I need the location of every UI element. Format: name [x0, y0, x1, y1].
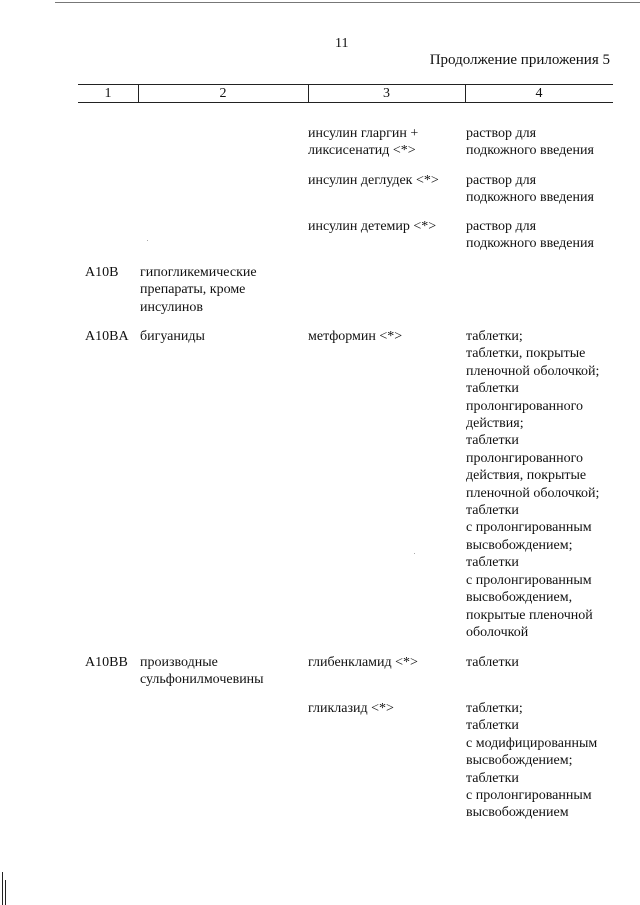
drug-name: глибенкламид <*>	[308, 655, 418, 670]
scan-speck	[147, 240, 148, 241]
column-header-2: 2	[219, 86, 227, 101]
scan-edge-line	[55, 2, 640, 3]
dosage-form: раствор для подкожного введения	[466, 219, 594, 252]
table-header-bottom-rule	[78, 102, 613, 103]
dosage-form: таблетки	[466, 655, 519, 670]
drug-group: бигуаниды	[140, 329, 205, 344]
column-header-4: 4	[535, 86, 543, 101]
drug-name: инсулин гларгин + ликсисенатид <*>	[308, 126, 419, 159]
atc-code: A10BA	[85, 329, 129, 344]
drug-name: метформин <*>	[308, 329, 403, 344]
column-header-3: 3	[383, 86, 390, 101]
dosage-form: таблетки; таблетки, покрытые пленочной оболочкой; таблетки пролонгированного действия; таблетки пролонгированного действия, покрытые пленочной оболочкой; таблетки с пролонгированным высвобождением; таблетки с пролонгированным высвобождением, покрытые пленочной оболочкой	[466, 329, 600, 640]
drug-name: инсулин детемир <*>	[308, 219, 437, 234]
table-header-top-rule	[78, 84, 613, 85]
dosage-form: раствор для подкожного введения	[466, 126, 594, 159]
column-header-1: 1	[104, 86, 112, 101]
scan-edge-mark	[2, 872, 3, 905]
scan-speck	[414, 553, 415, 554]
dosage-form: таблетки; таблетки с модифицированным высвобождением; таблетки с пролонгированным высвобождением	[466, 701, 598, 821]
atc-code: A10BB	[85, 655, 128, 670]
dosage-form: раствор для подкожного введения	[466, 173, 594, 206]
drug-name: инсулин деглудек <*>	[308, 173, 439, 188]
appendix-continuation-title: Продолжение приложения 5	[429, 52, 610, 68]
drug-group: гипогликемические препараты, кроме инсулинов	[140, 265, 257, 315]
drug-name: гликлазид <*>	[308, 701, 394, 716]
atc-code: A10B	[85, 265, 119, 280]
page-number: 11	[335, 36, 349, 51]
drug-group: производные сульфонилмочевины	[140, 655, 264, 688]
scan-edge-mark	[5, 880, 6, 905]
